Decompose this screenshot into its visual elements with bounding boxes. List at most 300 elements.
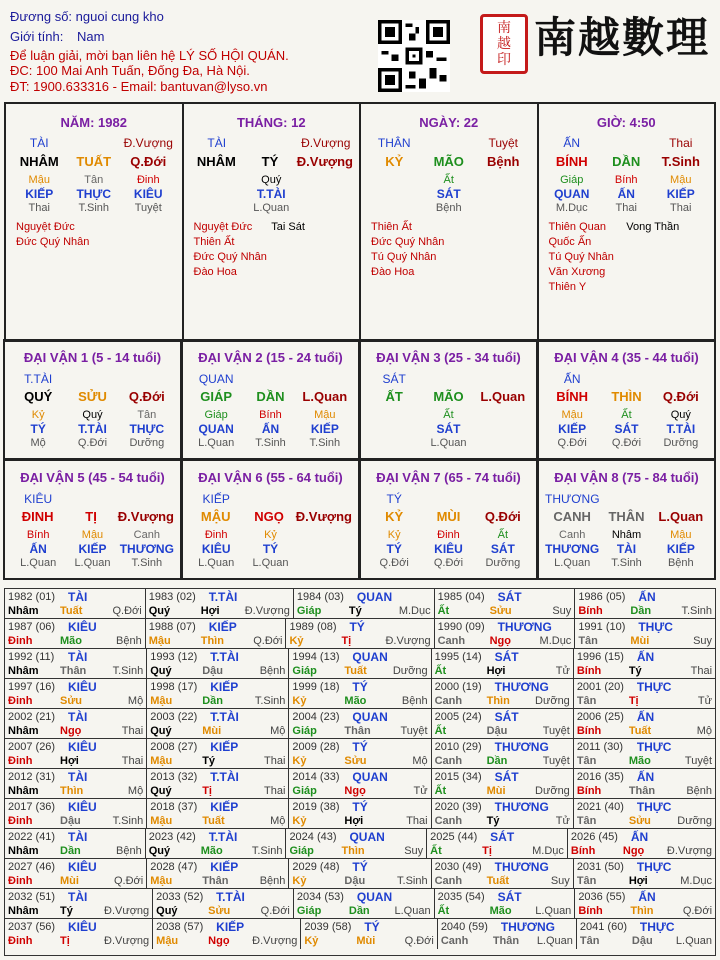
hidden-stems-row-cell: Mậu	[28, 174, 50, 186]
year-stem: Đinh	[8, 695, 33, 707]
stages-row	[6, 201, 182, 216]
annual-cell-bottom	[435, 664, 570, 678]
stem-branch-row-cell: DẦN	[256, 389, 285, 404]
annual-cell	[427, 829, 568, 858]
year-stage: Bệnh	[401, 695, 428, 707]
dai-van-7	[359, 459, 538, 580]
year-branch: Tị	[482, 845, 492, 857]
hidden-gods-row-cell	[298, 542, 352, 556]
stage-cell	[476, 201, 531, 216]
stem-god-row	[361, 131, 537, 151]
year-stage: Tuyệt	[542, 755, 570, 767]
annual-cell-top	[289, 620, 430, 634]
year-stem: Bính	[576, 665, 602, 677]
hidden-gods-row-cell: T.TÀI	[256, 187, 286, 201]
year-god: KIÊU	[68, 860, 97, 874]
annual-cell	[289, 739, 431, 768]
stages-row	[361, 556, 536, 571]
annual-cell-bottom	[289, 844, 423, 858]
year-branch: Hợi	[60, 755, 79, 767]
stem-branch-row-cell: KỶ	[385, 154, 404, 169]
year-branch: Dần	[348, 905, 370, 917]
year-label: 2028 (47)	[150, 861, 198, 873]
year-stem: Tân	[576, 695, 597, 707]
stem-god-row-cell	[65, 371, 119, 387]
year-god: SÁT	[494, 710, 519, 724]
annual-cell-top	[8, 650, 143, 664]
annual-cell	[574, 739, 715, 768]
hidden-stems-row	[184, 173, 360, 187]
pillar-title: NGÀY: 22	[419, 115, 479, 130]
year-god: ẤN	[638, 890, 656, 904]
year-branch: Dần	[60, 845, 81, 857]
hidden-gods-row-cell: KIẾP	[558, 422, 587, 436]
stem-god-row-cell	[120, 371, 174, 387]
stem-branch-row	[361, 151, 537, 173]
annual-cell-top	[435, 680, 570, 694]
stem-branch-row-cell: DẦN	[612, 154, 641, 169]
annual-cell-top	[578, 890, 712, 904]
annual-cell-bottom	[577, 814, 712, 828]
annual-cell-bottom	[150, 784, 285, 798]
year-label: 2034 (53)	[296, 891, 344, 903]
annual-cell	[432, 709, 574, 738]
bad-stars	[626, 220, 704, 295]
stage-cell: L.Quan	[74, 557, 111, 569]
year-stem: Giáp	[296, 905, 322, 917]
stem-branch-row-cell: Đ.Vượng	[117, 509, 174, 524]
year-stage: Mộ	[270, 815, 286, 827]
annual-cell	[435, 889, 576, 918]
year-stage: Q.Đới	[112, 605, 142, 617]
hidden-stems-row-cell: Bính	[26, 529, 50, 541]
annual-cell-bottom	[8, 634, 142, 648]
stem-god-row-cell: TÀI	[207, 136, 227, 150]
annual-cell-top	[292, 680, 427, 694]
hidden-stems-row-cell: Mậu	[670, 529, 692, 541]
year-god: THƯƠNG	[494, 740, 549, 754]
year-god: THỰC	[636, 860, 672, 874]
year-stem: Quý	[150, 785, 172, 797]
year-god: QUAN	[356, 890, 393, 904]
hidden-stems-row	[183, 408, 358, 422]
bad-star: Vong Thần	[626, 221, 680, 233]
year-stage: Tuyệt	[684, 755, 713, 767]
annual-cell	[5, 769, 147, 798]
stem-branch-row	[5, 386, 180, 408]
stage-cell: L.Quan	[252, 557, 289, 569]
stage-cell: Bệnh	[667, 557, 694, 569]
annual-cell-top	[292, 770, 427, 784]
pillar-title: GIỜ: 4:50	[596, 115, 656, 130]
year-stage: Thai	[264, 755, 286, 767]
qr-code-icon[interactable]	[378, 20, 450, 92]
annual-cell-bottom	[149, 604, 290, 618]
stem-god-row	[5, 368, 180, 386]
seal-stamp	[480, 14, 528, 74]
year-stage: M.Dục	[539, 635, 572, 647]
year-label: 1999 (18)	[292, 681, 340, 693]
annual-cell	[575, 619, 715, 648]
year-branch: Ngọ	[208, 935, 230, 947]
year-god: KIẾP	[210, 740, 239, 754]
hidden-gods-row	[539, 422, 714, 436]
stem-branch-row-cell: MÃO	[433, 389, 464, 404]
annual-cell-top	[577, 680, 712, 694]
hidden-gods-row	[184, 187, 360, 201]
hidden-gods-row-cell: KIÊU	[201, 542, 231, 556]
year-label: 2029 (48)	[292, 861, 340, 873]
annual-cell	[432, 859, 574, 888]
stem-branch-row	[361, 386, 536, 408]
year-god: TÀI	[68, 890, 88, 904]
stem-god-row-cell: QUAN	[198, 372, 234, 386]
year-label: 2037 (56)	[8, 921, 56, 933]
stem-branch-row	[539, 386, 714, 408]
year-god: ẤN	[630, 830, 649, 844]
year-label: 2036 (55)	[578, 891, 626, 903]
stem-god-row-cell	[654, 491, 708, 507]
annual-cell-top	[430, 830, 564, 844]
stem-branch-row-cell: Q.Đới	[130, 154, 167, 169]
year-stage: Bệnh	[116, 845, 142, 857]
year-label: 2010 (29)	[434, 741, 482, 753]
stages-row	[183, 436, 358, 451]
year-stem: Mậu	[148, 635, 171, 647]
annual-cell-bottom	[435, 724, 570, 738]
year-branch: Hợi	[200, 605, 220, 617]
bad-stars	[449, 220, 527, 280]
stem-god-row-cell: ẤN	[563, 372, 581, 386]
annual-cell	[5, 709, 147, 738]
year-stem: Tân	[576, 815, 597, 827]
hidden-gods-row-cell: TÝ	[262, 542, 279, 556]
hidden-gods-row-cell	[190, 187, 245, 201]
annual-cell-bottom	[150, 694, 285, 708]
stage-cell: Q.Đới	[379, 557, 409, 569]
annual-cell-bottom	[8, 694, 143, 708]
annual-cell	[5, 679, 147, 708]
annual-cell	[301, 919, 438, 949]
annual-cell	[432, 799, 574, 828]
hidden-stems-row-cell: Kỷ	[387, 529, 401, 541]
year-branch: Ngọ	[344, 785, 366, 797]
annual-row	[5, 769, 715, 799]
annual-cell	[153, 889, 294, 918]
annual-row	[5, 889, 715, 919]
annual-cell	[289, 649, 431, 678]
annual-cell-top	[435, 710, 570, 724]
hidden-stems-row-cell	[298, 528, 352, 542]
year-stage: Bệnh	[259, 665, 286, 677]
year-stem: Kỷ	[292, 815, 307, 827]
good-stars	[16, 220, 94, 250]
hidden-stems-row	[361, 528, 536, 542]
annual-cell-bottom	[577, 874, 712, 888]
annual-cell-top	[8, 590, 142, 604]
annual-cell	[153, 919, 301, 949]
year-stage: Bệnh	[686, 785, 713, 797]
pillar-0	[4, 102, 184, 342]
stages-row	[5, 436, 180, 451]
year-branch: Thân	[60, 665, 87, 677]
stage-cell: Q.Đới	[433, 557, 464, 569]
hidden-gods-row-cell: KIẾP	[666, 187, 695, 201]
annual-cell	[5, 589, 146, 618]
good-stars	[371, 220, 449, 280]
owner-name: nguoi cung kho	[75, 9, 164, 24]
annual-cell-top	[150, 800, 285, 814]
year-stage: Tử	[413, 785, 428, 797]
stage-cell: Tuyệt	[134, 202, 162, 214]
year-label: 1996 (15)	[576, 651, 624, 663]
year-god: QUAN	[352, 650, 388, 664]
year-stage: Q.Đới	[404, 935, 434, 947]
year-branch: Tuất	[486, 875, 510, 887]
stage-cell: Thai	[670, 202, 692, 214]
year-stem: Đinh	[8, 755, 33, 767]
annual-row	[5, 679, 715, 709]
annual-cell	[5, 859, 147, 888]
annual-cell-bottom	[435, 814, 570, 828]
stem-branch-row-cell: Bệnh	[487, 154, 520, 169]
year-branch: Sửu	[344, 755, 367, 767]
annual-cell-bottom	[150, 814, 285, 828]
year-stem: Ất	[430, 845, 442, 857]
annual-cell-bottom	[580, 934, 712, 948]
stage-cell: L.Quan	[554, 557, 591, 569]
annual-cell-bottom	[435, 694, 570, 708]
stem-branch-row-cell: L.Quan	[480, 389, 526, 404]
annual-cell-bottom	[292, 754, 427, 768]
seal-char: 越	[497, 36, 511, 52]
annual-cell-bottom	[578, 604, 712, 618]
annual-cell-bottom	[8, 754, 143, 768]
annual-cell	[147, 799, 289, 828]
pillar-title: NĂM: 1982	[60, 115, 127, 130]
year-god: ẤN	[636, 710, 655, 724]
owner-line	[10, 9, 164, 25]
annual-cell-bottom	[8, 724, 143, 738]
dai-van-2	[181, 339, 360, 460]
year-label: 1994 (13)	[292, 651, 340, 663]
dai-van-5	[3, 459, 182, 580]
gender-value: Nam	[76, 29, 105, 44]
year-stem: Canh	[434, 695, 463, 707]
annual-cell-top	[150, 710, 285, 724]
hidden-gods-row-cell: T.TÀI	[78, 422, 107, 436]
annual-cell-top	[438, 590, 572, 604]
hidden-stems-row-cell	[476, 173, 531, 187]
year-label: 2027 (46)	[8, 861, 56, 873]
hidden-stems-row-cell: Nhâm	[611, 529, 642, 541]
year-god: THỰC	[636, 800, 672, 814]
hidden-gods-row-cell: ẤN	[261, 422, 280, 436]
hidden-gods-row-cell	[367, 422, 421, 436]
hidden-stems-row-cell: Mậu	[314, 409, 336, 421]
stem-god-row-cell	[476, 491, 530, 507]
annual-cell-bottom	[156, 904, 290, 918]
hidden-stems-row	[539, 528, 714, 542]
year-branch: Thìn	[630, 905, 654, 917]
dai-van-8	[537, 459, 716, 580]
stars-list	[6, 216, 182, 250]
annual-cell-top	[577, 710, 712, 724]
hidden-stems-row-cell: Mậu	[670, 174, 692, 186]
year-god: T.TÀI	[208, 590, 238, 604]
year-stem: Đinh	[8, 875, 33, 887]
stage-cell: M.Dục	[555, 202, 588, 214]
bad-stars	[94, 220, 172, 250]
year-god: SÁT	[494, 770, 519, 784]
year-branch: Dậu	[202, 665, 223, 677]
year-god: KIẾP	[208, 620, 237, 634]
annual-cell-bottom	[578, 634, 712, 648]
stem-god-row	[539, 131, 715, 151]
year-god: THỰC	[636, 740, 672, 754]
year-god: THƯƠNG	[497, 620, 552, 634]
annual-cell-top	[292, 860, 427, 874]
good-star: Đức Quý Nhân	[16, 236, 90, 248]
stage-cell: L.Quan	[198, 557, 235, 569]
annual-cell	[289, 859, 431, 888]
year-stage: Thai	[406, 815, 428, 827]
stem-god-row-cell: TÀI	[29, 136, 49, 150]
annual-cell-top	[435, 800, 570, 814]
address-line: ĐC: 100 Mai Anh Tuấn, Đống Đa, Hà Nội.	[10, 63, 250, 78]
hidden-stems-row-cell: Bính	[614, 174, 638, 186]
annual-luck-table	[4, 588, 716, 956]
year-branch: Thân	[492, 935, 520, 947]
annual-cell-top	[435, 650, 570, 664]
hidden-gods-row	[5, 422, 180, 436]
annual-cell-bottom	[150, 874, 285, 888]
year-stage: Q.Đới	[113, 875, 144, 887]
stages-row	[539, 436, 714, 451]
annual-cell-top	[435, 860, 570, 874]
stem-god-row-cell	[422, 135, 477, 151]
annual-cell	[289, 799, 431, 828]
year-branch: Tuất	[344, 665, 367, 677]
year-label: 2015 (34)	[434, 771, 482, 783]
annual-cell-top	[292, 710, 427, 724]
annual-cell	[286, 829, 427, 858]
annual-cell-top	[577, 770, 712, 784]
annual-cell-bottom	[292, 874, 427, 888]
stem-god-row-cell	[654, 371, 708, 387]
year-god: THƯƠNG	[500, 920, 555, 934]
hidden-gods-row-cell: THƯƠNG	[545, 542, 600, 556]
year-label: 1987 (06)	[8, 621, 56, 633]
hidden-stems-row-cell: Mậu	[561, 409, 583, 421]
stage-cell	[299, 201, 354, 216]
stem-god-row-cell: TÝ	[386, 492, 402, 506]
year-branch: Thân	[344, 725, 371, 737]
annual-cell-bottom	[438, 634, 572, 648]
hidden-gods-row	[183, 542, 358, 556]
annual-cell-bottom	[8, 664, 143, 678]
year-god: SÁT	[494, 650, 519, 664]
hidden-gods-row	[539, 542, 714, 556]
good-star: Đào Hoa	[371, 266, 415, 278]
year-label: 2033 (52)	[156, 891, 204, 903]
year-god: TÝ	[352, 800, 368, 814]
hidden-gods-row	[5, 542, 180, 556]
stage-cell: Dưỡng	[485, 557, 521, 569]
year-label: 2026 (45)	[570, 831, 618, 843]
year-label: 2011 (30)	[576, 741, 624, 753]
annual-cell-top	[8, 860, 143, 874]
hidden-stems-row-cell: Quý	[82, 409, 103, 421]
stem-branch-row	[183, 506, 358, 528]
annual-cell-bottom	[571, 844, 712, 858]
annual-cell-bottom	[8, 844, 142, 858]
year-branch: Mùi	[630, 635, 650, 647]
year-stem: Ất	[434, 785, 447, 797]
dai-van-title: ĐẠI VẬN 5 (45 - 54 tuổi)	[20, 470, 165, 485]
annual-cell	[289, 709, 431, 738]
annual-cell-bottom	[149, 634, 283, 648]
year-stage: Tử	[555, 815, 570, 827]
year-stage: Bệnh	[116, 635, 142, 647]
year-stage: Thai	[121, 725, 144, 737]
annual-cell	[294, 889, 435, 918]
annual-cell-top	[297, 590, 431, 604]
year-label: 2020 (39)	[434, 801, 482, 813]
year-label: 2001 (20)	[576, 681, 624, 693]
year-stem: Nhâm	[8, 905, 39, 917]
hidden-stems-row	[539, 173, 715, 187]
year-god: T.TÀI	[216, 890, 245, 904]
year-branch: Mão	[489, 905, 512, 917]
year-branch: Ngọ	[489, 635, 511, 647]
annual-cell-top	[441, 920, 573, 934]
hidden-stems-row-cell: Bính	[259, 409, 282, 421]
annual-cell-top	[150, 680, 285, 694]
stages-row	[539, 556, 714, 571]
year-stem: Canh	[434, 875, 463, 887]
annual-cell-top	[149, 620, 283, 634]
annual-cell-bottom	[150, 664, 285, 678]
stem-god-row-cell	[298, 491, 352, 507]
stem-branch-row-cell: CANH	[553, 509, 591, 524]
year-label: 2039 (58)	[304, 921, 352, 933]
annual-cell	[574, 679, 715, 708]
annual-cell	[577, 919, 715, 949]
year-branch: Tị	[60, 935, 70, 947]
year-branch: Dần	[630, 605, 652, 617]
year-stem: Nhâm	[8, 725, 39, 737]
good-star: Nguyệt Đức	[193, 221, 253, 233]
hidden-stems-row-cell	[367, 173, 422, 187]
stem-god-row	[361, 488, 536, 506]
pillar-1	[182, 102, 362, 342]
hidden-gods-row-cell: KIÊU	[133, 187, 163, 201]
year-god: KIẾP	[210, 680, 239, 694]
year-branch: Tị	[341, 635, 352, 647]
year-label: 2009 (28)	[292, 741, 340, 753]
year-stem: Tân	[578, 635, 598, 647]
year-stem: Kỷ	[292, 875, 307, 887]
hidden-gods-row	[361, 187, 537, 201]
stage-cell: T.Sinh	[131, 557, 163, 569]
stem-god-row-cell: THƯƠNG	[545, 492, 600, 506]
annual-cell-top	[297, 890, 431, 904]
stages-row	[5, 556, 180, 571]
stem-branch-row-cell: Q.Đới	[484, 509, 521, 524]
year-god: ẤN	[636, 770, 655, 784]
hidden-gods-row-cell: QUAN	[554, 187, 590, 201]
